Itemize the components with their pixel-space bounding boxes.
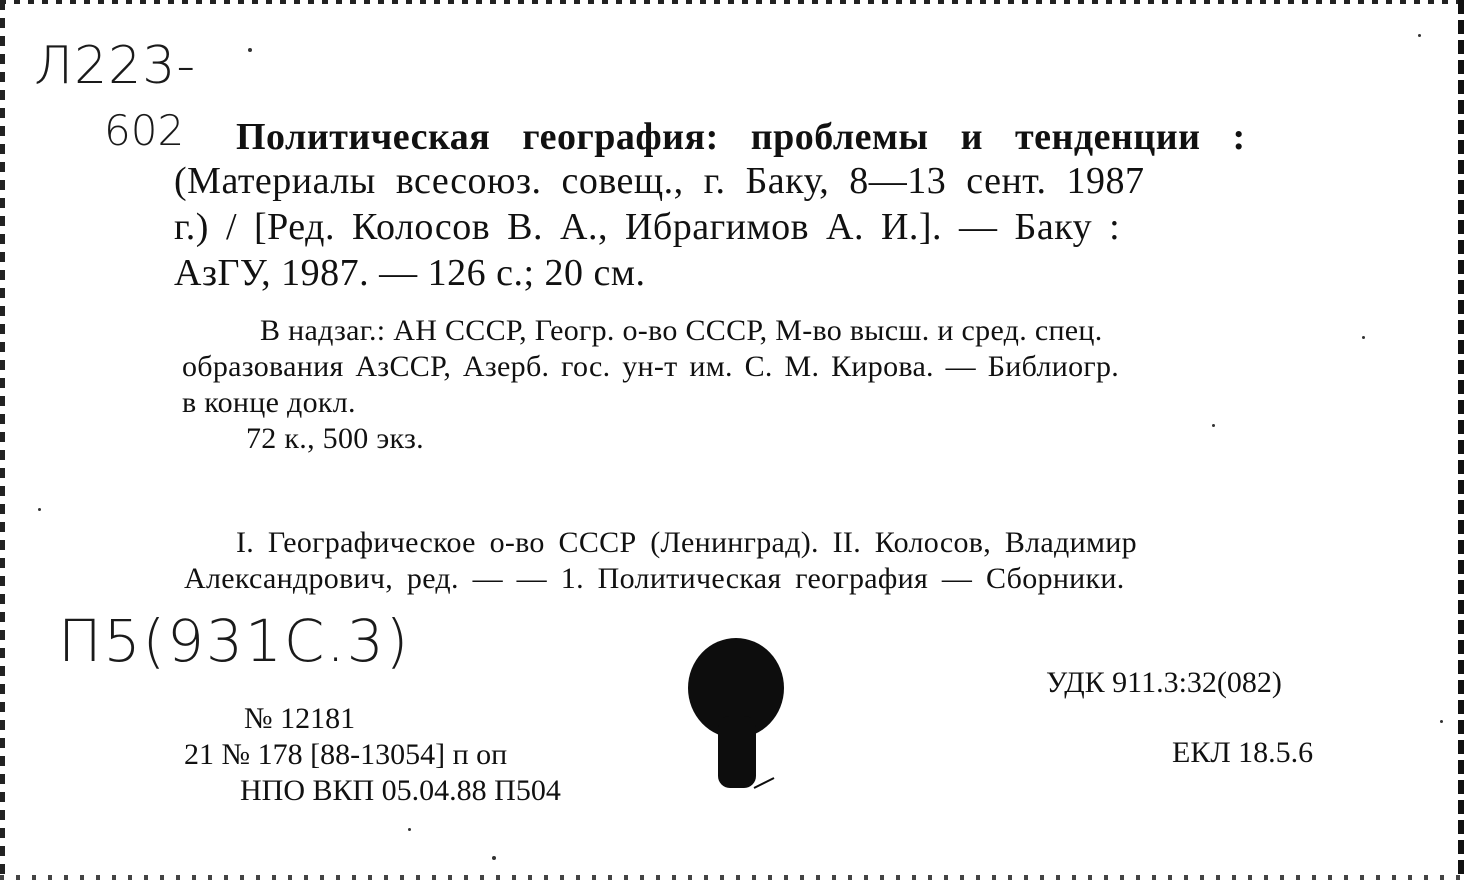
- entry-line-3: г.) / [Ред. Колосов В. А., Ибрагимов А. И.]. — Баку :: [174, 206, 1121, 248]
- scan-speck: [1212, 424, 1215, 427]
- scan-speck: [38, 508, 41, 511]
- scan-speck: [1440, 720, 1443, 723]
- udk-code: УДК 911.3:32(082): [1046, 666, 1282, 699]
- printer-info: НПО ВКП 05.04.88 П504: [240, 774, 561, 807]
- card-bottom-edge: [0, 875, 1464, 880]
- scan-speck: [1362, 336, 1365, 339]
- entry-line-2: (Материалы всесоюз. совещ., г. Баку, 8—13 сент. 1987: [174, 160, 1145, 202]
- note-line-1: В надзаг.: АН СССР, Геогр. о-во СССР, М-во высш. и сред. спец.: [260, 314, 1103, 347]
- note-line-3: в конце докл.: [182, 386, 356, 419]
- card-top-edge: [0, 0, 1464, 4]
- handwritten-code-line2: 602: [104, 106, 185, 155]
- scan-speck: [492, 856, 496, 860]
- handwritten-classification: П5(931С.3): [58, 607, 411, 675]
- card-left-edge: [0, 0, 5, 880]
- scan-speck: [1418, 34, 1421, 37]
- entry-line-4: АзГУ, 1987. — 126 с.; 20 см.: [174, 252, 646, 294]
- order-info: 21 № 178 [88-13054] п оп: [184, 738, 508, 771]
- ekl-code: ЕКЛ 18.5.6: [1172, 736, 1314, 769]
- scan-speck: [408, 828, 411, 831]
- scan-speck: [248, 48, 252, 52]
- card-right-edge: [1458, 0, 1464, 880]
- handwritten-code-line1: Л223-: [34, 36, 197, 96]
- card-number: № 12181: [244, 702, 356, 735]
- entry-title: Политическая география: проблемы и тенденции :: [236, 116, 1246, 158]
- tracing-line-1: I. Географическое о-во СССР (Ленинград). II. Колосов, Владимир: [236, 526, 1137, 559]
- tracing-line-2: Александрович, ред. — — 1. Политическая география — Сборники.: [184, 562, 1125, 595]
- punch-hole: [684, 636, 804, 796]
- note-line-2: образования АзССР, Азерб. гос. ун-т им. С. М. Кирова. — Библиогр.: [182, 350, 1120, 383]
- note-price-copies: 72 к., 500 экз.: [246, 422, 424, 455]
